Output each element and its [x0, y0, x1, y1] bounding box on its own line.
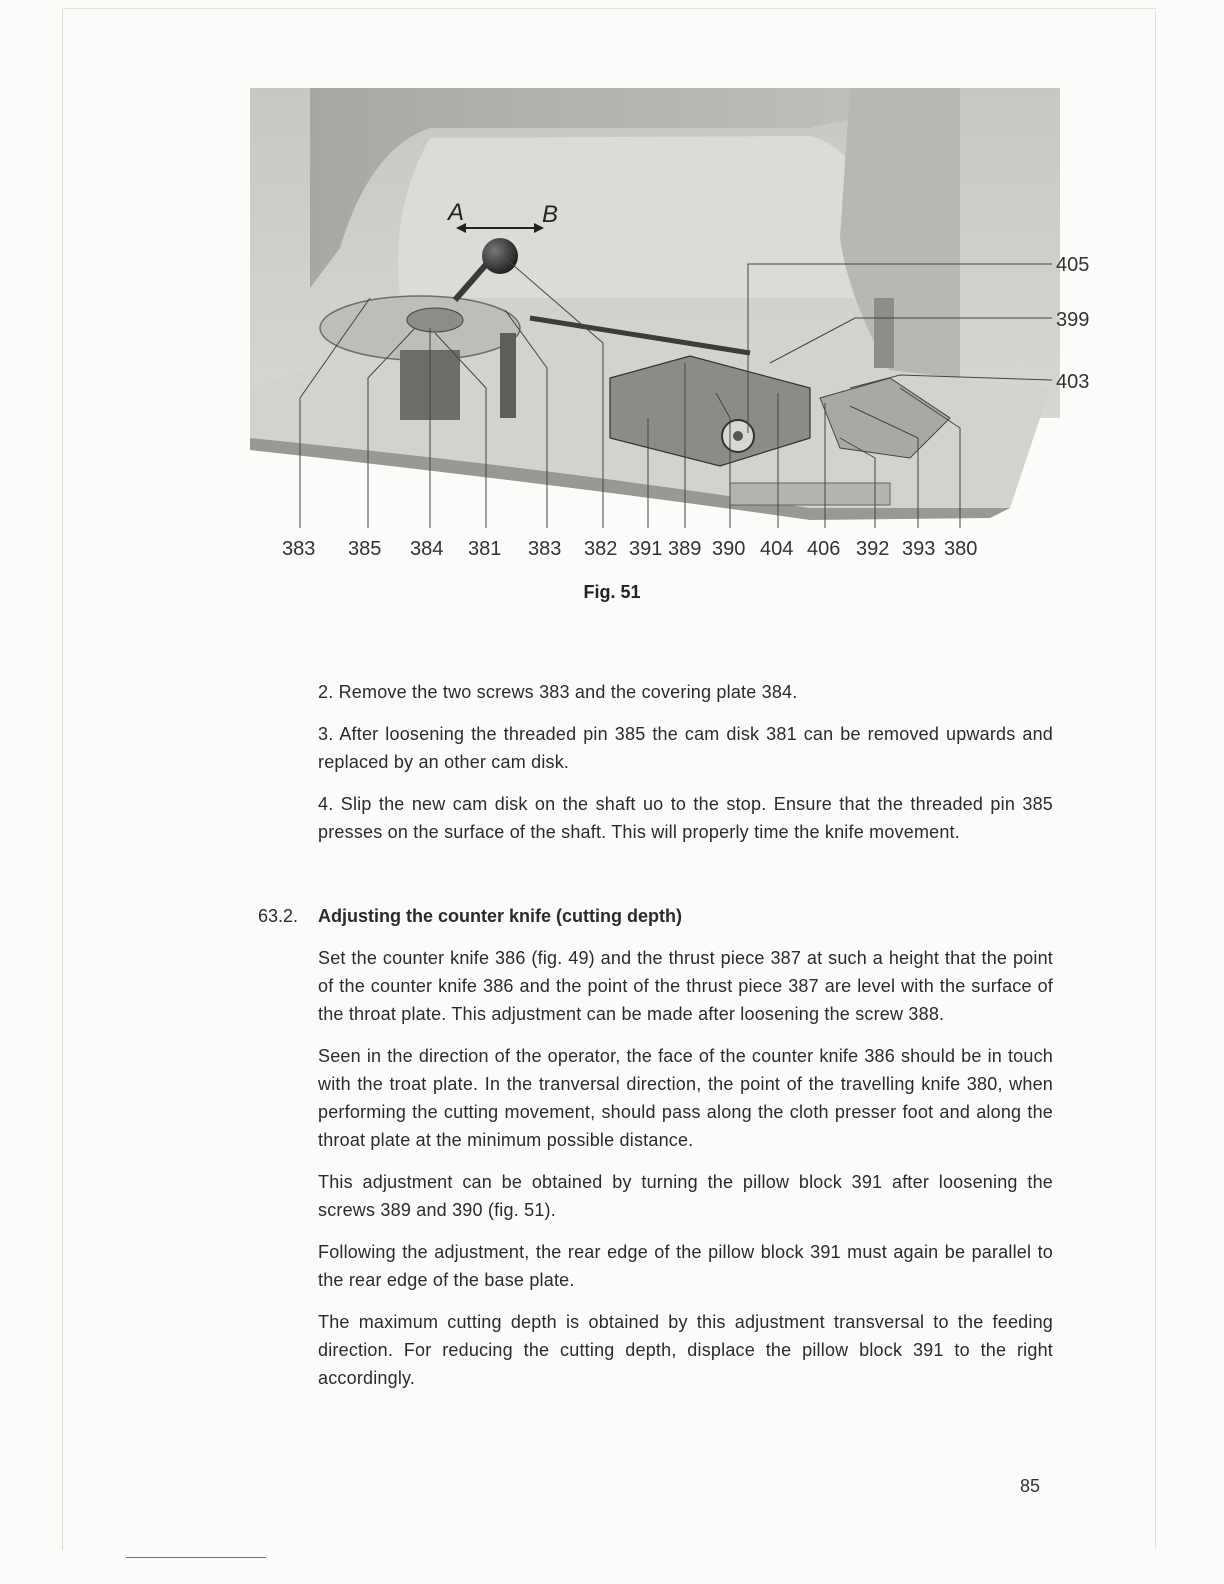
lever-ball	[482, 238, 518, 274]
section-number: 63.2.	[258, 906, 299, 926]
paragraph: This adjustment can be obtained by turning the pillow block 391 after loosening the screws 389 and 390 (fig. 51).	[318, 1172, 1053, 1220]
cam-disk	[407, 308, 463, 332]
page-edge	[1155, 10, 1156, 1550]
callout-380: 380	[944, 538, 978, 560]
callout-391: 391	[629, 538, 663, 560]
callout-382: 382	[584, 538, 618, 560]
paragraph: Following the adjustment, the rear edge of the pillow block 391 must again be parallel to the rear edge of the base plate.	[318, 1242, 1053, 1290]
callout-389: 389	[668, 538, 702, 560]
slide-plate	[730, 483, 890, 505]
callout-405: 405	[1056, 254, 1090, 276]
callout-383: 383	[282, 538, 316, 560]
page-edge	[62, 10, 63, 1550]
step-item: 2. Remove the two screws 383 and the covering plate 384.	[318, 682, 798, 702]
figure-caption: Fig. 51	[583, 582, 641, 602]
paragraph: Seen in the direction of the operator, the face of the counter knife 386 should be in touch with the troat plate. In the tranversal direction, the point of the travelling knife 380, when performing the cutting movement, should pass along the cloth presser foot and along the throat plate at the minimum possible distance.	[318, 1046, 1053, 1150]
callout-399: 399	[1056, 309, 1090, 331]
figure-51	[250, 88, 1090, 528]
callout-385: 385	[348, 538, 382, 560]
paragraph: Set the counter knife 386 (fig. 49) and the thrust piece 387 at such a height that the point of the counter knife 386 and the point of the thrust piece 387 are level with the surface of the throat plate. This adjustment can be made after loosening the screw 388.	[318, 948, 1053, 1024]
knife-wheel-hub	[733, 431, 743, 441]
callout-381: 381	[468, 538, 502, 560]
needle-bar	[874, 298, 894, 368]
section-body	[318, 944, 1053, 1406]
shaft-post	[500, 333, 516, 418]
callout-393: 393	[902, 538, 936, 560]
callout-384: 384	[410, 538, 444, 560]
footnote-rule	[126, 1557, 266, 1558]
direction-label-b: B	[542, 201, 559, 228]
section-title: Adjusting the counter knife (cutting depth)	[318, 906, 682, 926]
callout-390: 390	[712, 538, 746, 560]
paragraph: The maximum cutting depth is obtained by this adjustment transversal to the feeding direction. For reducing the cutting depth, displace the pillow block 391 to the right accordingly.	[318, 1312, 1053, 1388]
step-item: 4. Slip the new cam disk on the shaft uo to the stop. Ensure that the threaded pin 385 presses on the surface of the shaft. This will properly time the knife movement.	[318, 794, 1053, 842]
step-item: 3. After loosening the threaded pin 385 the cam disk 381 can be removed upwards and replaced by an other cam disk.	[318, 724, 1053, 772]
callout-406: 406	[807, 538, 841, 560]
arm-opening	[398, 136, 890, 298]
page-number: 85	[1020, 1476, 1041, 1496]
callout-404: 404	[760, 538, 794, 560]
direction-label-a: A	[448, 199, 465, 226]
step-list	[318, 678, 1053, 860]
page-edge	[62, 8, 1156, 9]
callout-403: 403	[1056, 371, 1090, 393]
callout-383: 383	[528, 538, 562, 560]
bottom-callouts	[0, 538, 1224, 566]
callout-392: 392	[856, 538, 890, 560]
section-heading	[258, 902, 1058, 930]
